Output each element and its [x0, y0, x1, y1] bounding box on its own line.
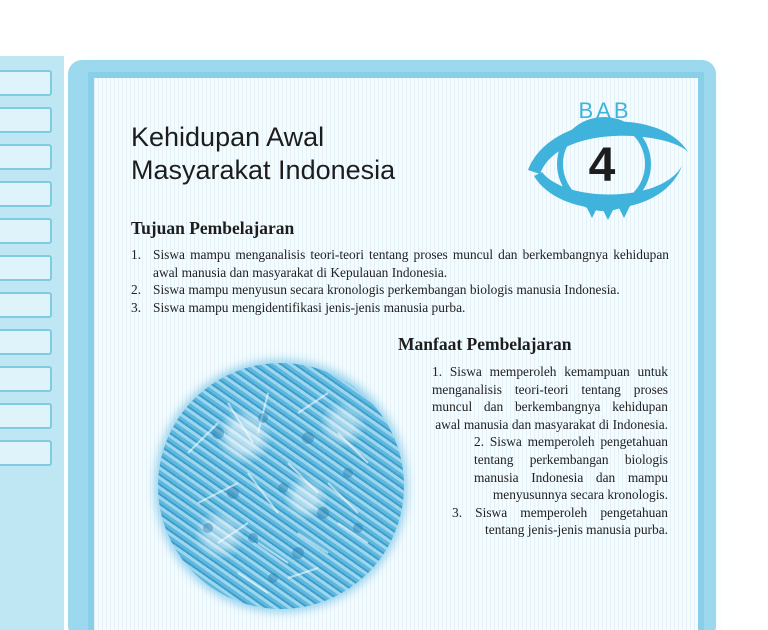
- list-item-text: Siswa mampu menyusun secara kronologis perkembangan biologis manusia Indonesia.: [153, 282, 620, 297]
- side-tab: [0, 107, 52, 133]
- learning-goals-list: [131, 246, 669, 316]
- list-item-text: Siswa mampu mengidentifikasi jenis-jenis manusia purba.: [153, 299, 466, 315]
- learning-benefits-list: [432, 363, 668, 539]
- chapter-title-line-2: Masyarakat Indonesia: [131, 155, 396, 185]
- chapter-title-line-1: Kehidupan Awal: [131, 122, 325, 152]
- list-item: 2. Siswa memperoleh pengetahuan tentang perkembangan biologis manusia Indonesia dan mampu menyusunnya secara kronologis.: [474, 434, 668, 503]
- list-item: 3. Siswa memperoleh pengetahuan tentang jenis-jenis manusia purba.: [452, 504, 668, 538]
- side-tab: [0, 366, 52, 392]
- side-tab: [0, 218, 52, 244]
- list-item: 1. Siswa memperoleh kemampuan untuk menganalisis teori-teori tentang proses muncul dan berkembangnya kehidupan awal manusia dan masyarakat di Indonesia.: [432, 364, 668, 432]
- crowd-photo: [158, 363, 404, 609]
- chapter-number: 4: [588, 139, 616, 192]
- side-tab: [0, 255, 52, 281]
- list-item-number: 3.: [131, 299, 142, 315]
- side-tab-strip: [0, 56, 64, 630]
- list-item-number: 1.: [131, 247, 142, 262]
- bab-label: BAB: [578, 98, 632, 123]
- learning-benefits-heading: Manfaat Pembelajaran: [398, 334, 572, 354]
- side-tab: [0, 403, 52, 429]
- side-tab: [0, 329, 52, 355]
- side-tab: [0, 440, 52, 466]
- list-item: [131, 281, 669, 299]
- list-item-number: 2.: [131, 282, 142, 297]
- crowd-texture: [158, 363, 404, 609]
- list-item: [131, 246, 669, 281]
- side-tab: [0, 292, 52, 318]
- learning-goals-heading: Tujuan Pembelajaran: [131, 218, 295, 238]
- side-tab: [0, 181, 52, 207]
- side-tab: [0, 144, 52, 170]
- list-item: [131, 299, 669, 317]
- list-item-text: Siswa mampu menganalisis teori-teori tentang proses muncul dan berkembangnya kehidupan awal manusia dan masyarakat di Kepulauan Indonesia.: [153, 247, 669, 280]
- side-tab: [0, 70, 52, 96]
- chapter-title: [131, 121, 491, 187]
